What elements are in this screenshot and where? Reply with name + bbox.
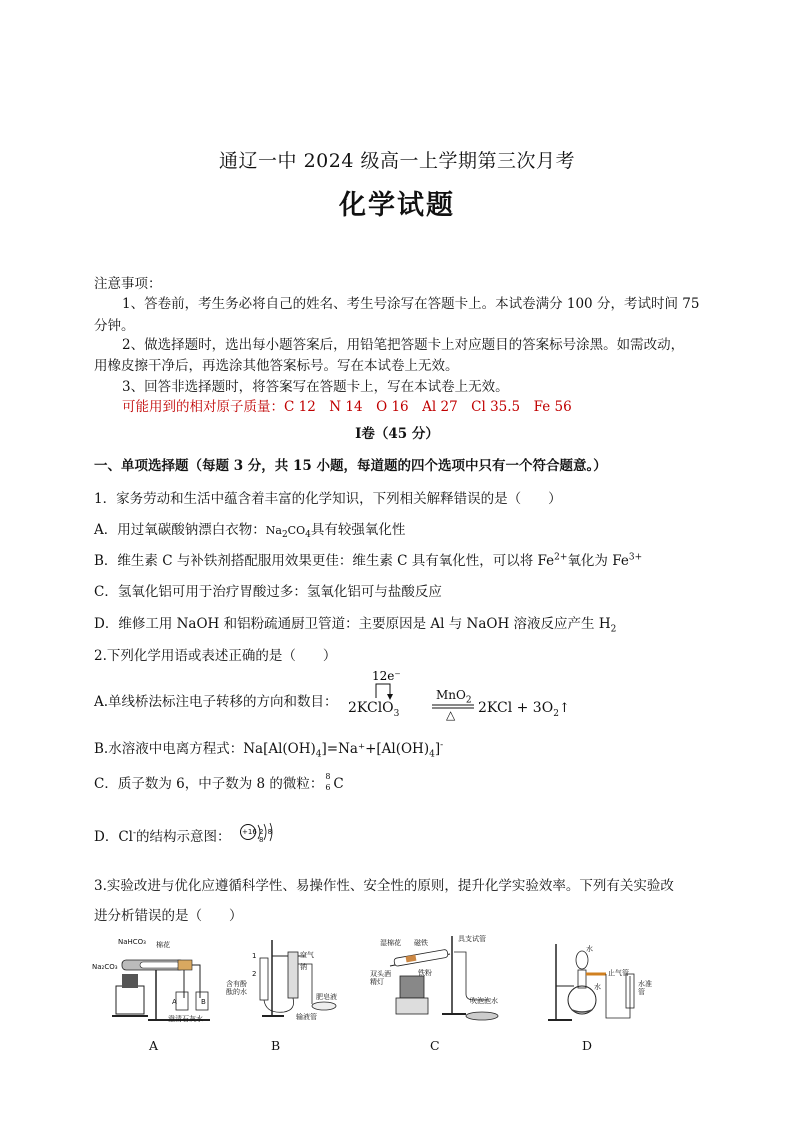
reactant: 2KClO$_3$ — [348, 700, 400, 719]
q3-stem-line2: 进分析错误的是（ ） — [94, 908, 243, 924]
notice-item1-line2: 分钟。 — [94, 318, 135, 334]
fig-label-c: C — [430, 1038, 440, 1053]
q1-option-a — [94, 518, 405, 540]
q2-stem: 2.下列化学用语或表述正确的是（ ） — [94, 648, 337, 664]
q2-equation — [346, 668, 570, 722]
notice-item1-line1: 1、答卷前，考生务必将自己的姓名、考生号涂写在答题卡上。本试卷满分 100 分，考试时间 75 — [122, 296, 700, 312]
atomic-masses: 可能用到的相对原子质量：C 12 N 14 O 16 Al 27 Cl 35.5 Fe 56 — [122, 399, 572, 415]
q1-a-post: 具有较强氧化性 — [310, 522, 406, 538]
subject-title: 化学试题 — [339, 190, 455, 221]
shell-electrons: 2 8 8 — [259, 828, 274, 844]
electron-count: 12e⁻ — [372, 669, 401, 683]
q1-a-pre: A．用过氧碳酸钠漂白衣物： — [94, 522, 266, 538]
apparatus-a: NaHCO₃ 棉花 Na₂CO₃ A B 澄清石灰水 — [92, 934, 217, 1029]
q1-option-c: C．氢氧化铝可用于治疗胃酸过多：氢氧化铝可与盐酸反应 — [94, 584, 442, 600]
cl-ion-structure-diagram — [238, 820, 278, 844]
apparatus-d: 水 止气管 水 水准管 — [548, 934, 658, 1029]
notice-item3: 3、回答非选择题时，将答案写在答题卡上，写在本试卷上无效。 — [122, 379, 509, 395]
fig-label-d: D — [582, 1038, 593, 1053]
products: $2KCl + 3O_2↑$ — [478, 700, 570, 719]
apparatus-b: 1 2 含有酚酞的水 空气 钠 肥皂液 输液管 — [226, 951, 337, 1021]
fig-label-a: A — [149, 1038, 159, 1053]
nucleus-label: +16 — [242, 828, 257, 836]
volume-heading: Ⅰ卷（45 分） — [355, 426, 439, 442]
q3-stem-line1: 3.实验改进与优化应遵循科学性、易操作性、安全性的原则，提升化学实验效率。下列有关实验改 — [94, 878, 674, 894]
exam-title: 通辽一中 2024 级高一上学期第三次月考 — [219, 150, 575, 172]
fig-label-b: B — [271, 1038, 281, 1053]
catalyst: MnO$_2$ — [436, 688, 472, 706]
q1-stem: 1．家务劳动和生活中蕴含着丰富的化学知识，下列相关解释错误的是（ ） — [94, 491, 562, 507]
apparatus-c: 湿棉花 磁铁 具支试管 双头酒精灯 铁粉 吹泡泡水 — [370, 930, 520, 1028]
q2-option-a-label: A.单线桥法标注电子转移的方向和数目： — [94, 694, 338, 710]
q2-option-c: C．质子数为 6，中子数为 8 的微粒： 8 6 C — [94, 771, 344, 792]
heat-symbol: △ — [446, 708, 456, 722]
q1-a-formula: $Na_2CO_4$ — [265, 524, 311, 541]
notice-item2-line1: 2、做选择题时，选出每小题答案后，用铅笔把答题卡上对应题目的答案标号涂黑。如需改动， — [122, 337, 685, 353]
q1-option-b: B．维生素 C 与补铁剂搭配服用效果更佳：维生素 C 具有氧化性，可以将 $Fe^{2+}$氧化为 $Fe^{3+}$ — [94, 552, 643, 569]
q2-option-b: B.水溶液中电离方程式：$Na[Al(OH)_4]=Na^++[Al(OH)_4]^-$ — [94, 740, 444, 760]
part1-heading: 一、单项选择题（每题 3 分，共 15 小题，每道题的四个选项中只有一个符合题意。） — [94, 458, 607, 474]
notice-heading: 注意事项： — [94, 276, 162, 292]
notice-item2-line2: 用橡皮擦干净后，再选涂其他答案标号。写在本试卷上无效。 — [94, 358, 459, 374]
q2-option-d: D．Cl-的结构示意图： — [94, 828, 231, 845]
q1-option-d: D．维修工用 NaOH 和铝粉疏通厨卫管道：主要原因是 Al 与 NaOH 溶液反应产生 $H_2$ — [94, 616, 617, 635]
